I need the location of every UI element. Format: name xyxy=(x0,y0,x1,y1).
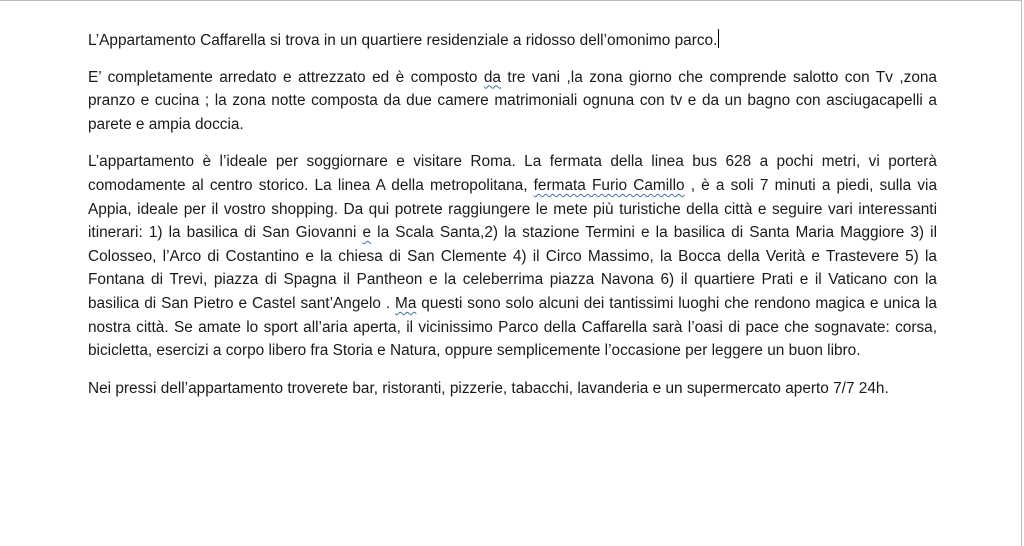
grammar-flag-fermata[interactable]: fermata Furio Camillo xyxy=(533,176,685,194)
paragraph-furnishing xyxy=(88,66,937,137)
location-text-1: L’appartamento è l’ideale per soggiornare e visitare Roma. La fermata della linea bus 628 a pochi metri, vi porterà comodamente al centro storico. La linea A della metropolitana, xyxy=(88,153,937,194)
location-text-2: , è a soli 7 minuti a piedi, sulla via Appia, ideale per il vostro shopping. Da qui potrete raggiungere le mete più turistiche della città e seguire vari interessanti itinerari: 1) la basilica di San Giovanni xyxy=(88,176,938,242)
location-text-4: questi sono solo alcuni dei tantissimi luoghi che rendono magica e unica la nostra città. Se amate lo sport all’aria aperta, il vicinissimo Parco della Caffarella sarà l’oasi di pace che sognavate: corsa, bicicletta, esercizi a corpo libero fra Storia e Natura, oppure semplicemente l’occasione per leggere un buon libro. xyxy=(88,294,937,360)
location-text-3: la Scala Santa,2) la stazione Termini e la basilica di Santa Maria Maggiore 3) il Colosseo, l’Arco di Costantino e la chiesa di San Clemente 4) il Circo Massimo, la Bocca della Verità e Trastevere 5) la Fontana di Trevi, piazza di Spagna il Pantheon e la celeberrima piazza Navona 6) il quartiere Prati e il Vaticano con la basilica di San Pietro e Castel sant’Angelo . xyxy=(88,224,937,312)
amenities-text: Nei pressi dell’appartamento troverete bar, ristoranti, pizzerie, tabacchi, lavanderia e un supermercato aperto 7/7 24h. xyxy=(88,379,889,397)
document-body[interactable] xyxy=(88,29,937,414)
paragraph-intro xyxy=(88,29,937,53)
grammar-flag-e[interactable]: e xyxy=(362,224,372,242)
furnishing-text-start: E’ completamente arredato e attrezzato ed è composto xyxy=(88,68,484,86)
paragraph-amenities xyxy=(88,377,937,401)
grammar-flag-da[interactable]: da xyxy=(483,68,501,86)
paragraph-location xyxy=(88,150,937,362)
text-cursor xyxy=(718,29,719,48)
intro-text: L’Appartamento Caffarella si trova in un quartiere residenziale a ridosso dell’omonimo parco. xyxy=(88,32,718,49)
grammar-flag-ma[interactable]: Ma xyxy=(395,294,417,312)
furnishing-text-rest: tre vani ,la zona giorno che comprende salotto con Tv ,zona pranzo e cucina ; la zona notte composta da due camere matrimoniali ognuna con tv e da un bagno con asciugacapelli a parete e ampia doccia. xyxy=(88,68,937,133)
